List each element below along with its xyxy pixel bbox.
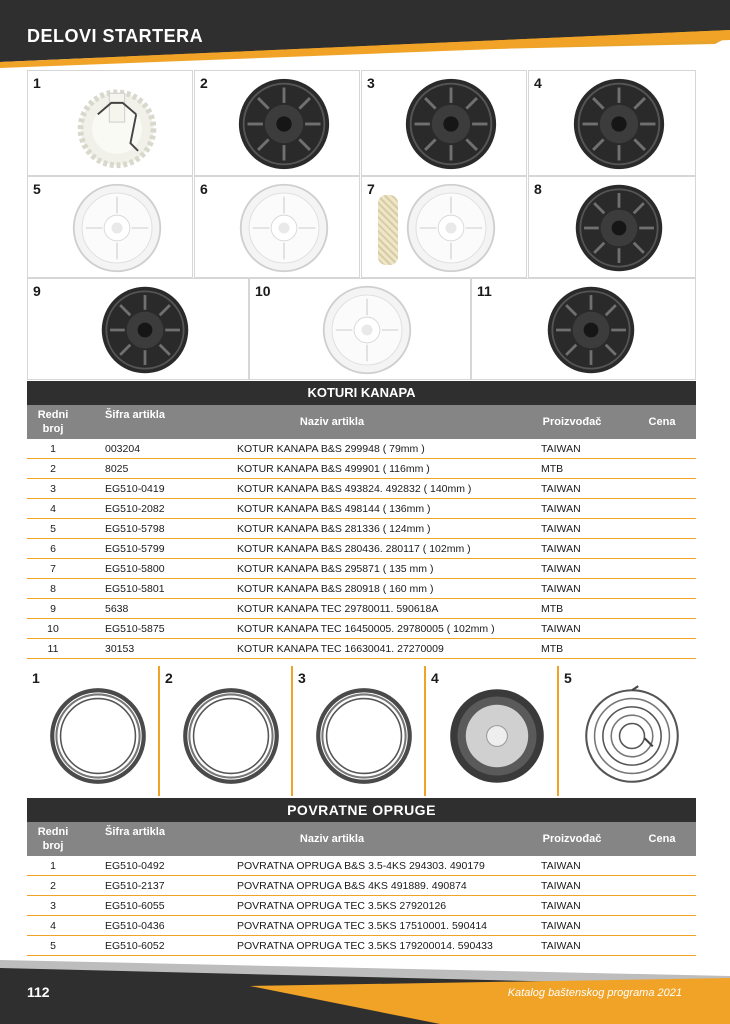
row-code: 003204 xyxy=(79,439,237,459)
spring-coil-icon xyxy=(312,684,416,788)
item-number: 5 xyxy=(564,670,572,686)
table-row xyxy=(27,876,696,896)
row-name: POVRATNA OPRUGA B&S 3.5-4KS 294303. 490179 xyxy=(237,856,541,876)
table-row xyxy=(27,519,696,539)
table-row xyxy=(27,479,696,499)
white-pulley-icon xyxy=(71,182,163,274)
pulley-cell xyxy=(194,70,360,176)
row-number: 3 xyxy=(27,479,79,499)
item-number: 8 xyxy=(534,181,542,197)
white-pulley-rope-icon xyxy=(405,182,497,274)
row-number: 4 xyxy=(27,916,79,936)
pulley-cell xyxy=(27,278,249,380)
row-number: 5 xyxy=(27,519,79,539)
row-code: EG510-0492 xyxy=(79,856,237,876)
table-header xyxy=(27,822,696,856)
row-number: 7 xyxy=(27,559,79,579)
row-maker: TAIWAN xyxy=(541,619,641,639)
row-code: 30153 xyxy=(79,639,237,659)
spring-table xyxy=(27,856,696,956)
table-header xyxy=(27,405,696,439)
table-row xyxy=(27,936,696,956)
row-code: EG510-5801 xyxy=(79,579,237,599)
item-number: 5 xyxy=(33,181,41,197)
table-row xyxy=(27,896,696,916)
col-redni: Redni broj xyxy=(37,409,69,435)
table-row xyxy=(27,599,696,619)
row-number: 8 xyxy=(27,579,79,599)
pulley-cell xyxy=(361,176,527,278)
row-price xyxy=(641,499,696,519)
row-number: 11 xyxy=(27,639,79,659)
black-pulley-icon xyxy=(99,284,191,376)
row-maker: TAIWAN xyxy=(541,499,641,519)
row-code: EG510-5800 xyxy=(79,559,237,579)
row-maker: TAIWAN xyxy=(541,439,641,459)
row-name: KOTUR KANAPA TEC 16630041. 27270009 xyxy=(237,639,541,659)
item-number: 1 xyxy=(33,75,41,91)
row-price xyxy=(641,519,696,539)
row-name: KOTUR KANAPA B&S 499901 ( 116mm ) xyxy=(237,459,541,479)
row-maker: TAIWAN xyxy=(541,916,641,936)
row-number: 5 xyxy=(27,936,79,956)
black-pulley-icon xyxy=(573,182,665,274)
row-number: 1 xyxy=(27,856,79,876)
pulley-cell xyxy=(249,278,471,380)
pulley-table xyxy=(27,439,696,659)
row-code: 8025 xyxy=(79,459,237,479)
pulley-cell xyxy=(27,70,193,176)
row-name: POVRATNA OPRUGA TEC 3.5KS 17510001. 590414 xyxy=(237,916,541,936)
table-title: POVRATNE OPRUGE xyxy=(27,798,696,822)
table-row xyxy=(27,459,696,479)
pulley-cell xyxy=(528,176,696,278)
row-price xyxy=(641,479,696,499)
black-pulley-icon xyxy=(236,76,332,172)
row-price xyxy=(641,619,696,639)
row-price xyxy=(641,599,696,619)
item-number: 4 xyxy=(534,75,542,91)
row-code: EG510-5799 xyxy=(79,539,237,559)
row-price xyxy=(641,559,696,579)
item-number: 6 xyxy=(200,181,208,197)
row-number: 1 xyxy=(27,439,79,459)
row-number: 2 xyxy=(27,876,79,896)
row-maker: MTB xyxy=(541,599,641,619)
table-row xyxy=(27,559,696,579)
item-number: 2 xyxy=(200,75,208,91)
table-row xyxy=(27,916,696,936)
row-name: KOTUR KANAPA B&S 280436. 280117 ( 102mm ) xyxy=(237,539,541,559)
row-name: KOTUR KANAPA B&S 281336 ( 124mm ) xyxy=(237,519,541,539)
item-number: 2 xyxy=(165,670,173,686)
row-number: 2 xyxy=(27,459,79,479)
black-pulley-icon xyxy=(571,76,667,172)
col-proizvodjac: Proizvođač xyxy=(542,833,602,845)
pulley-cell xyxy=(27,176,193,278)
black-pulley-icon xyxy=(403,76,499,172)
row-maker: TAIWAN xyxy=(541,876,641,896)
row-name: KOTUR KANAPA B&S 493824. 492832 ( 140mm ) xyxy=(237,479,541,499)
col-proizvodjac: Proizvođač xyxy=(542,416,602,428)
row-code: EG510-5798 xyxy=(79,519,237,539)
table-row xyxy=(27,499,696,519)
table-row xyxy=(27,439,696,459)
item-number: 11 xyxy=(477,283,492,299)
row-name: KOTUR KANAPA B&S 299948 ( 79mm ) xyxy=(237,439,541,459)
row-number: 10 xyxy=(27,619,79,639)
row-number: 6 xyxy=(27,539,79,559)
item-number: 1 xyxy=(32,670,40,686)
row-number: 9 xyxy=(27,599,79,619)
pulley-cell xyxy=(528,70,696,176)
spring-coil-icon xyxy=(580,684,684,788)
col-cena: Cena xyxy=(648,833,676,845)
spring-cell xyxy=(559,666,696,796)
table-row xyxy=(27,639,696,659)
item-number: 4 xyxy=(431,670,439,686)
row-code: EG510-6052 xyxy=(79,936,237,956)
white-pulley-icon xyxy=(238,182,330,274)
row-maker: TAIWAN xyxy=(541,579,641,599)
row-price xyxy=(641,459,696,479)
row-name: KOTUR KANAPA B&S 295871 ( 135 mm ) xyxy=(237,559,541,579)
row-maker: TAIWAN xyxy=(541,519,641,539)
spring-cell xyxy=(160,666,293,796)
item-number: 7 xyxy=(367,181,375,197)
row-name: POVRATNA OPRUGA B&S 4KS 491889. 490874 xyxy=(237,876,541,896)
gear-pulley-icon xyxy=(69,76,165,172)
spring-cell xyxy=(293,666,426,796)
row-maker: MTB xyxy=(541,459,641,479)
row-maker: MTB xyxy=(541,639,641,659)
row-code: EG510-2137 xyxy=(79,876,237,896)
page-title: DELOVI STARTERA xyxy=(27,26,204,46)
row-name: POVRATNA OPRUGA TEC 3.5KS 27920126 xyxy=(237,896,541,916)
row-name: POVRATNA OPRUGA TEC 3.5KS 179200014. 590433 xyxy=(237,936,541,956)
table-title: KOTURI KANAPA xyxy=(27,381,696,405)
spring-housing-icon xyxy=(445,684,549,788)
page-header xyxy=(0,0,730,68)
row-number: 3 xyxy=(27,896,79,916)
row-code: EG510-6055 xyxy=(79,896,237,916)
spring-coil-icon xyxy=(46,684,150,788)
row-code: EG510-2082 xyxy=(79,499,237,519)
table-row xyxy=(27,579,696,599)
pulley-kit-icon xyxy=(545,284,637,376)
page-number: 112 xyxy=(27,984,50,1000)
row-name: KOTUR KANAPA B&S 498144 ( 136mm ) xyxy=(237,499,541,519)
row-name: KOTUR KANAPA TEC 16450005. 29780005 ( 102mm ) xyxy=(237,619,541,639)
spring-cell xyxy=(27,666,160,796)
row-code: EG510-5875 xyxy=(79,619,237,639)
row-price xyxy=(641,876,696,896)
row-maker: TAIWAN xyxy=(541,479,641,499)
spring-cell xyxy=(426,666,559,796)
col-cena: Cena xyxy=(648,416,676,428)
white-gear-kit-icon xyxy=(321,284,413,376)
row-price xyxy=(641,896,696,916)
col-redni: Redni broj xyxy=(37,826,69,852)
row-name: KOTUR KANAPA TEC 29780011. 590618A xyxy=(237,599,541,619)
row-price xyxy=(641,579,696,599)
row-maker: TAIWAN xyxy=(541,559,641,579)
item-number: 10 xyxy=(255,283,271,299)
table-row xyxy=(27,619,696,639)
row-price xyxy=(641,539,696,559)
catalog-label: Katalog baštenskog programa 2021 xyxy=(507,987,682,999)
row-price xyxy=(641,439,696,459)
col-sifra: Šifra artikla xyxy=(105,826,165,838)
row-price xyxy=(641,639,696,659)
item-number: 9 xyxy=(33,283,41,299)
rope-icon xyxy=(378,195,398,265)
row-code: EG510-0419 xyxy=(79,479,237,499)
row-price xyxy=(641,916,696,936)
row-code: 5638 xyxy=(79,599,237,619)
col-sifra: Šifra artikla xyxy=(105,409,165,421)
row-maker: TAIWAN xyxy=(541,936,641,956)
item-number: 3 xyxy=(298,670,306,686)
row-code: EG510-0436 xyxy=(79,916,237,936)
item-number: 3 xyxy=(367,75,375,91)
col-naziv: Naziv artikla xyxy=(299,416,365,428)
table-row xyxy=(27,856,696,876)
pulley-cell xyxy=(194,176,360,278)
row-price xyxy=(641,936,696,956)
spring-coil-icon xyxy=(179,684,283,788)
row-number: 4 xyxy=(27,499,79,519)
row-maker: TAIWAN xyxy=(541,539,641,559)
col-naziv: Naziv artikla xyxy=(299,833,365,845)
table-row xyxy=(27,539,696,559)
row-maker: TAIWAN xyxy=(541,856,641,876)
row-price xyxy=(641,856,696,876)
row-name: KOTUR KANAPA B&S 280918 ( 160 mm ) xyxy=(237,579,541,599)
pulley-cell xyxy=(361,70,527,176)
row-maker: TAIWAN xyxy=(541,896,641,916)
pulley-cell xyxy=(471,278,696,380)
